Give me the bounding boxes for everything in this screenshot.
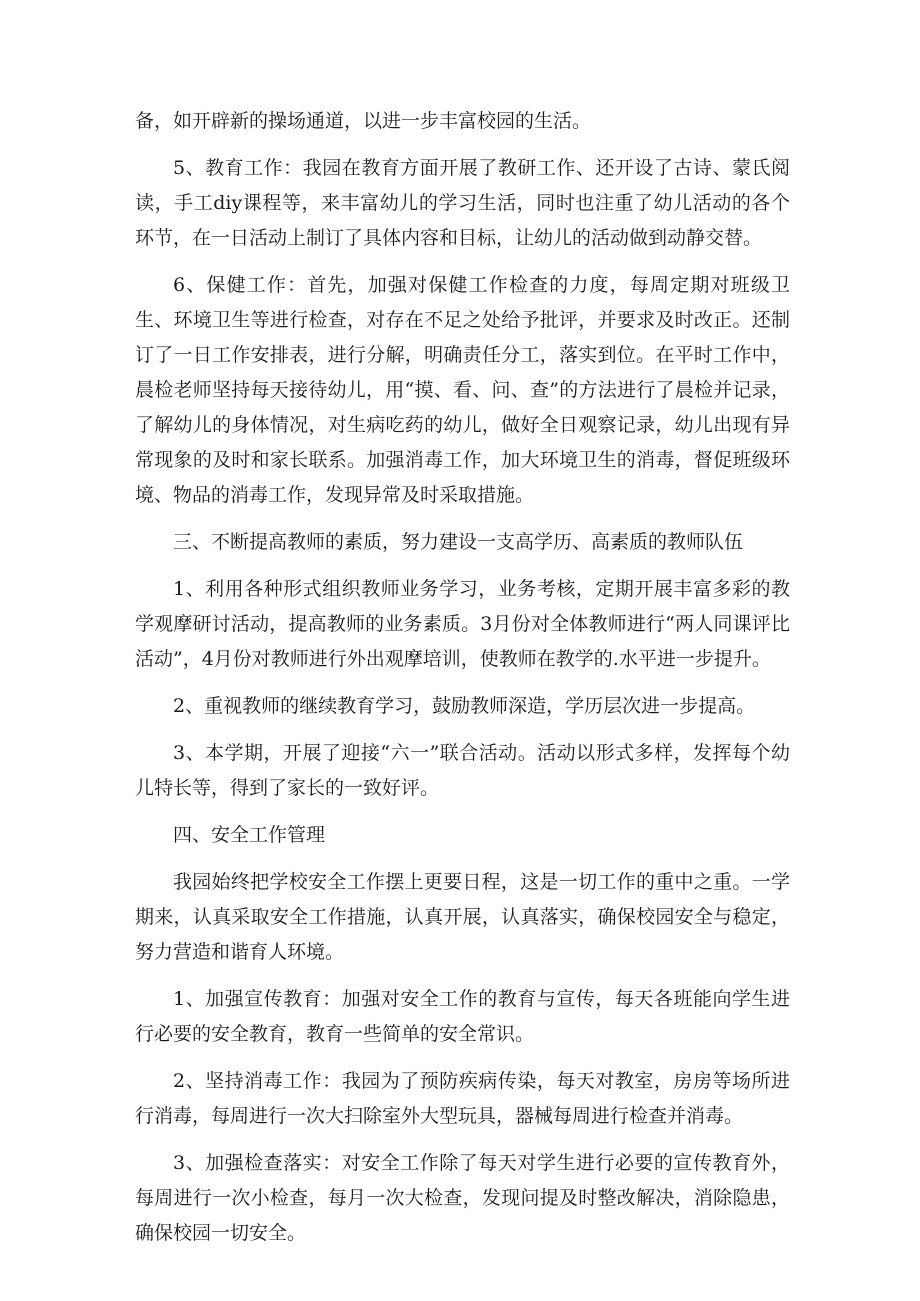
paragraph-health-work: 6、保健工作：首先，加强对保健工作检查的力度，每周定期对班级卫生、环境卫生等进行检查，对存在不足之处给予批评，并要求及时改正。还制订了一日工作安排表，进行分解，明确责任分工，落实到位。在平时工作中，晨检老师坚持每天接待幼儿，用“摸、看、问、查”的方法进行了晨检并记录，了解幼儿的身体情况，对生病吃药的幼儿，做好全日观察记录，幼儿出现有异常现象的及时和家长联系。加强消毒工作，加大环境卫生的消毒，督促班级环境、物品的消毒工作，发现异常及时采取措施。 [135,274,790,506]
section-heading-safety: 四、安全工作管理 [173,824,326,846]
paragraph-education-work: 5、教育工作：我园在教育方面开展了教研工作、还开设了古诗、蒙氏阅读，手工diy课程等，来丰富幼儿的学习生活，同时也注重了幼儿活动的各个环节，在一日活动上制订了具体内容和目标，让幼儿的活动做到动静交替。 [135,157,790,249]
paragraph-disinfection: 2、坚持消毒工作：我园为了预防疾病传染，每天对教室，房房等场所进行消毒，每周进行一次大扫除室外大型玩具，器械每周进行检查并消毒。 [135,1070,790,1127]
paragraph-childrens-day: 3、本学期，开展了迎接“六一”联合活动。活动以形式多样，发挥每个幼儿特长等，得到了家长的一致好评。 [135,742,790,799]
paragraph-safety-publicity: 1、加强宣传教育：加强对安全工作的教育与宣传，每天各班能向学生进行必要的安全教育，教育一些简单的安全常识。 [135,988,790,1045]
paragraph-safety-intro: 我园始终把学校安全工作摆上更要日程，这是一切工作的重中之重。一学期来，认真采取安全工作措施，认真开展，认真落实，确保校园安全与稳定，努力营造和谐育人环境。 [135,871,790,963]
paragraph-inspection: 3、加强检查落实：对安全工作除了每天对学生进行必要的宣传教育外，每周进行一次小检查，每月一次大检查，发现问提及时整改解决，消除隐患，确保校园一切安全。 [135,1152,790,1244]
document-body [135,104,790,1263]
section-heading-teacher-quality: 三、不断提高教师的素质，努力建设一支高学历、高素质的教师队伍 [173,531,744,553]
paragraph-teacher-training: 1、利用各种形式组织教师业务学习，业务考核，定期开展丰富多彩的教学观摩研讨活动，提高教师的业务素质。3月份对全体教师进行“两人同课评比活动”，4月份对教师进行外出观摩培训，使教师在教学的.水平进一步提升。 [135,578,790,670]
paragraph-continuing-education: 2、重视教师的继续教育学习，鼓励教师深造，学历层次进一步提高。 [173,695,756,717]
paragraph-continuation: 备，如开辟新的操场通道，以进一步丰富校园的生活。 [135,110,592,132]
